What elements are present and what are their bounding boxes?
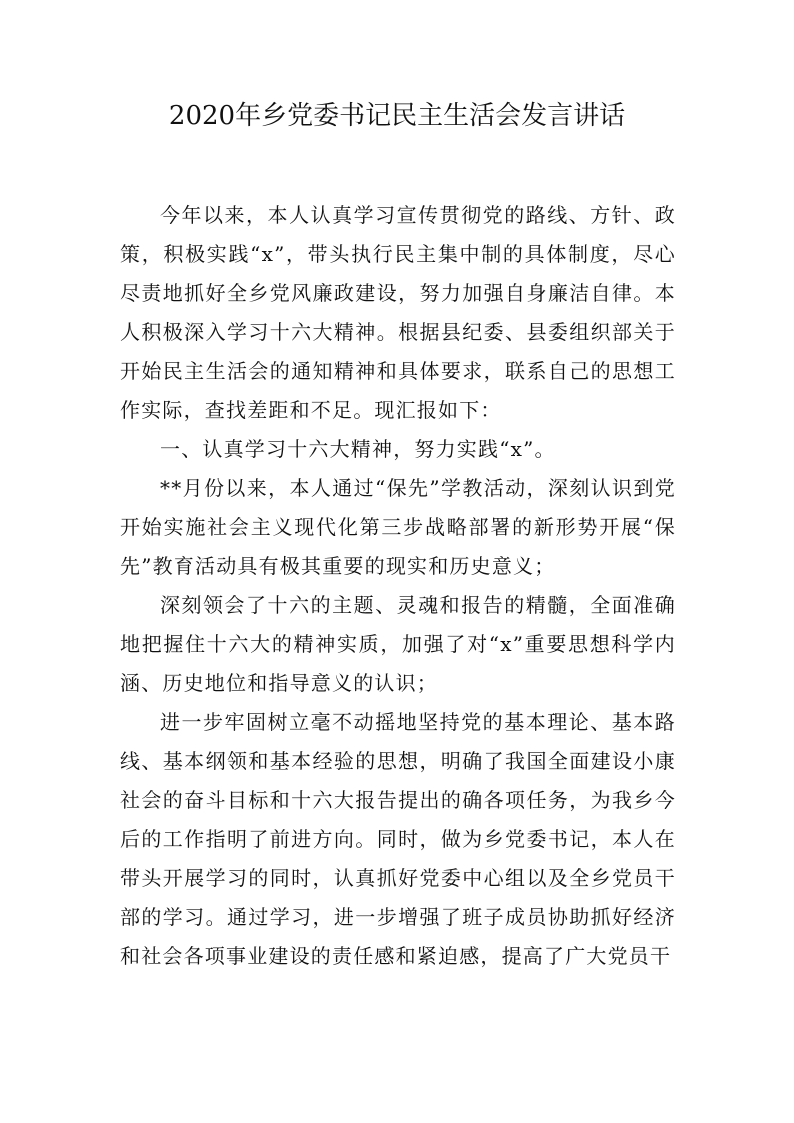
paragraph-understanding: 深刻领会了十六的主题、灵魂和报告的精髓，全面准确地把握住十六大的精神实质，加强了对“x”重要思想科学内涵、历史地位和指导意义的认识；	[120, 593, 676, 695]
paragraph-section-heading: 一、认真学习十六大精神，努力实践“x”。	[160, 437, 556, 461]
document-title: 2020年乡党委书记民主生活会发言讲话	[168, 101, 626, 131]
paragraph-study-activity: **月份以来，本人通过“保先”学教活动，深刻认识到党开始实施社会主义现代化第三步战略部署的新形势开展“保先”教育活动具有极其重要的现实和历史意义；	[120, 476, 676, 578]
paragraph-intro: 今年以来，本人认真学习宣传贯彻党的路线、方针、政策，积极实践“x”，带头执行民主集中制的具体制度，尽心尽责地抓好全乡党风廉政建设，努力加强自身廉洁自律。本人积极深入学习十六大精神。根据县纪委、县委组织部关于开始民主生活会的通知精神和具体要求，联系自己的思想工作实际，查找差距和不足。现汇报如下：	[120, 203, 676, 422]
paragraph-progress: 进一步牢固树立毫不动摇地坚持党的基本理论、基本路线、基本纲领和基本经验的思想，明确了我国全面建设小康社会的奋斗目标和十六大报告提出的确各项任务，为我乡今后的工作指明了前进方向。同时，做为乡党委书记，本人在带头开展学习的同时，认真抓好党委中心组以及全乡党员干部的学习。通过学习，进一步增强了班子成员协助抓好经济和社会各项事业建设的责任感和紧迫感，提高了广大党员干	[120, 710, 676, 968]
document-body	[120, 196, 676, 976]
